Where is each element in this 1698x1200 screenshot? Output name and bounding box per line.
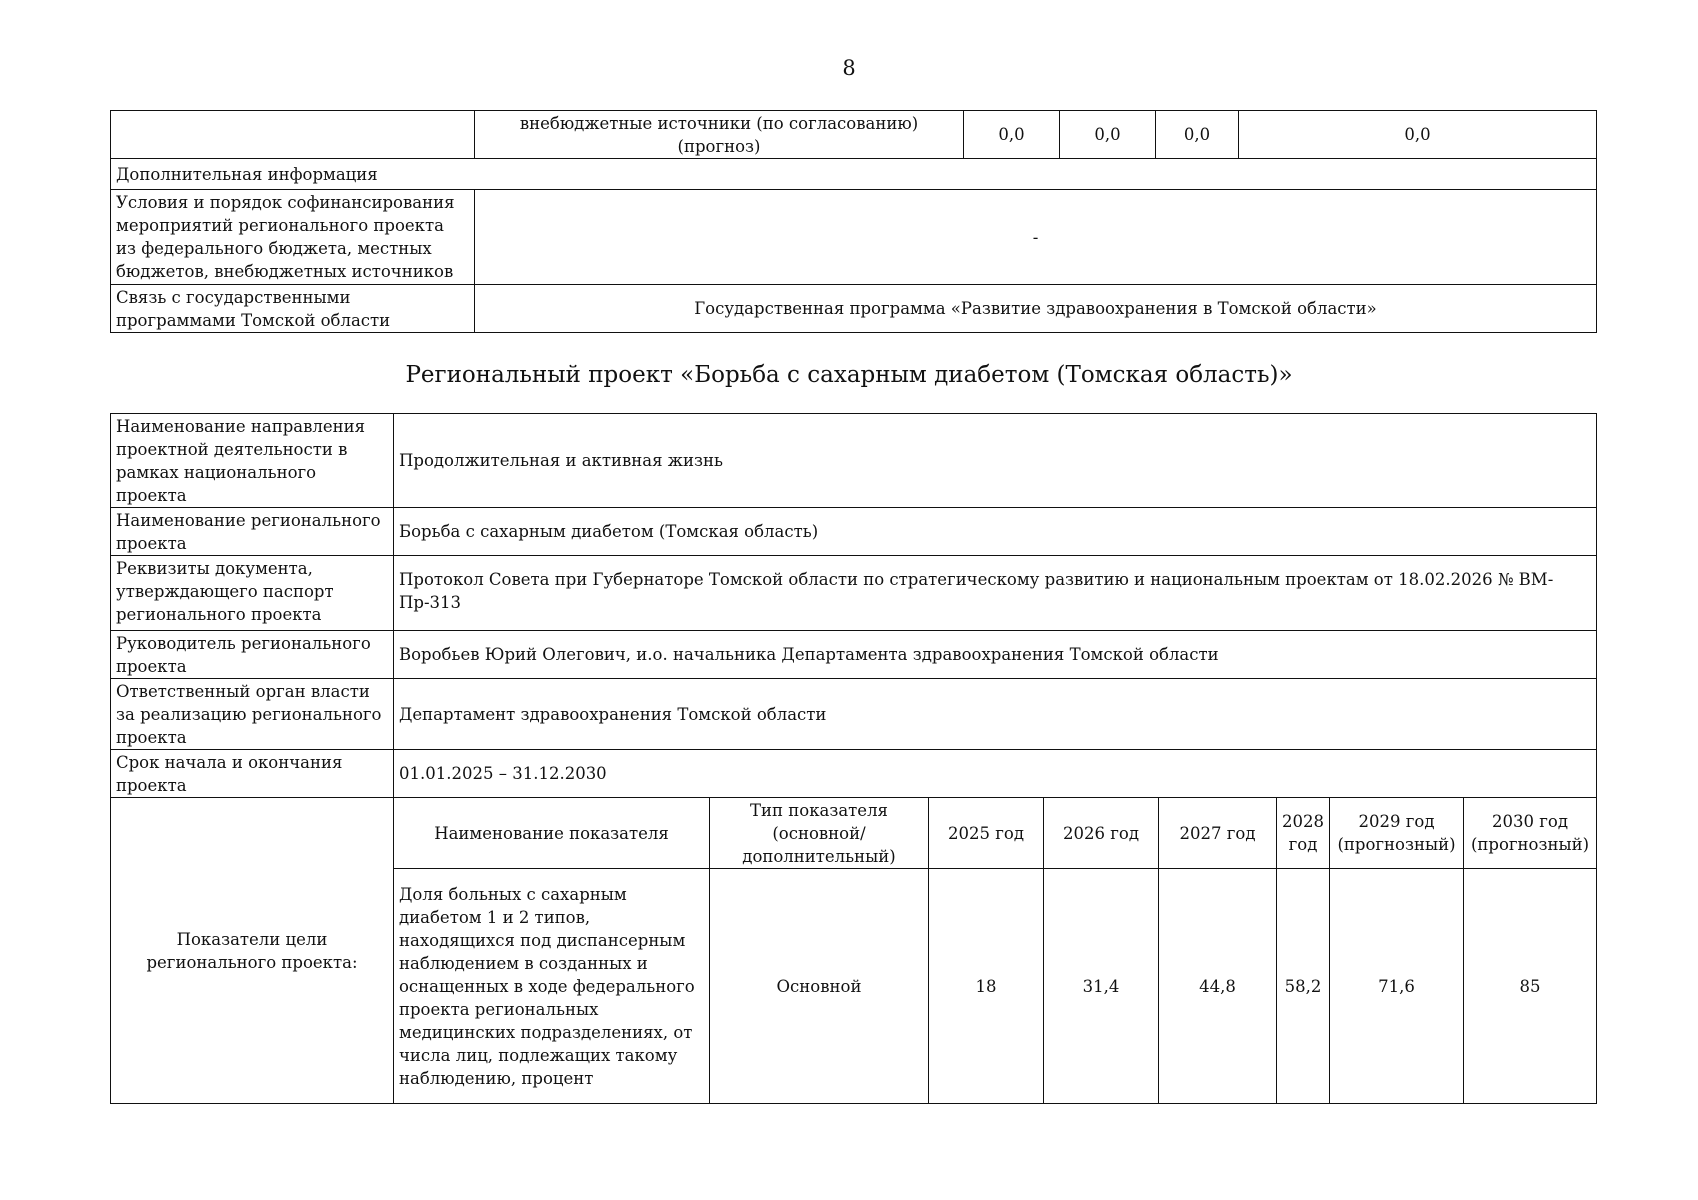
- indicator-header: 2026 год: [1044, 798, 1159, 869]
- passport-row-value: 01.01.2025 – 31.12.2030: [394, 750, 1597, 798]
- passport-row: [111, 508, 1597, 556]
- indicator-header: 2028 год: [1277, 798, 1330, 869]
- indicator-value: 18: [929, 869, 1044, 1104]
- section-title: Региональный проект «Борьба с сахарным диабетом (Томская область)»: [405, 362, 1293, 388]
- passport-row-value: Воробьев Юрий Олегович, и.о. начальника Департамента здравоохранения Томской области: [394, 631, 1597, 679]
- indicator-header: 2027 год: [1159, 798, 1277, 869]
- passport-row: [111, 631, 1597, 679]
- state-programs-value: Государственная программа «Развитие здравоохранения в Томской области»: [475, 285, 1597, 333]
- passport-row: [111, 414, 1597, 508]
- indicator-header: 2030 год (прогнозный): [1464, 798, 1597, 869]
- indicator-header: Тип показателя (основной/ дополнительный): [710, 798, 929, 869]
- indicators-label: Показатели цели регионального проекта:: [111, 798, 394, 1104]
- indicator-value: 31,4: [1044, 869, 1159, 1104]
- funding-value: 0,0: [1060, 111, 1156, 159]
- indicator-value: 71,6: [1330, 869, 1464, 1104]
- passport-row: [111, 679, 1597, 750]
- passport-row-value: Продолжительная и активная жизнь: [394, 414, 1597, 508]
- indicator-name: Доля больных с сахарным диабетом 1 и 2 типов, находящихся под диспансерным наблюдением в созданных и оснащенных в ходе федерального проекта региональных медицинских подразделениях, от числа лиц, подлежащих такому наблюдению, процент: [394, 869, 710, 1104]
- passport-row-label: Наименование направления проектной деятельности в рамках национального проекта: [111, 414, 394, 508]
- passport-row-label: Ответственный орган власти за реализацию регионального проекта: [111, 679, 394, 750]
- cofinancing-label: Условия и порядок софинансирования мероприятий регионального проекта из федерального бюджета, местных бюджетов, внебюджетных источников: [111, 190, 475, 285]
- funding-table: [110, 110, 1597, 333]
- indicator-header: 2029 год (прогнозный): [1330, 798, 1464, 869]
- funding-value: 0,0: [1239, 111, 1597, 159]
- cofinancing-value: -: [475, 190, 1597, 285]
- passport-row-label: Наименование регионального проекта: [111, 508, 394, 556]
- passport-row: [111, 750, 1597, 798]
- project-passport-table: [110, 413, 1597, 1104]
- passport-row-label: Руководитель регионального проекта: [111, 631, 394, 679]
- funding-source-label: внебюджетные источники (по согласованию) (прогноз): [475, 111, 964, 159]
- additional-info-heading: Дополнительная информация: [111, 159, 1597, 190]
- indicator-header: Наименование показателя: [394, 798, 710, 869]
- indicator-value: 44,8: [1159, 869, 1277, 1104]
- state-programs-label: Связь с государственными программами Томской области: [111, 285, 475, 333]
- passport-row-value: Борьба с сахарным диабетом (Томская область): [394, 508, 1597, 556]
- passport-row-value: Департамент здравоохранения Томской области: [394, 679, 1597, 750]
- page-number: 8: [842, 56, 856, 80]
- indicator-value: 58,2: [1277, 869, 1330, 1104]
- indicator-type: Основной: [710, 869, 929, 1104]
- passport-row: [111, 556, 1597, 631]
- indicator-header: 2025 год: [929, 798, 1044, 869]
- passport-row-value: Протокол Совета при Губернаторе Томской области по стратегическому развитию и национальным проектам от 18.02.2026 № ВМ-Пр-313: [394, 556, 1597, 631]
- funding-value: 0,0: [1156, 111, 1239, 159]
- empty-cell: [111, 111, 475, 159]
- indicators-header-row: [111, 798, 1597, 869]
- indicator-value: 85: [1464, 869, 1597, 1104]
- funding-value: 0,0: [964, 111, 1060, 159]
- passport-row-label: Реквизиты документа, утверждающего паспорт регионального проекта: [111, 556, 394, 631]
- passport-row-label: Срок начала и окончания проекта: [111, 750, 394, 798]
